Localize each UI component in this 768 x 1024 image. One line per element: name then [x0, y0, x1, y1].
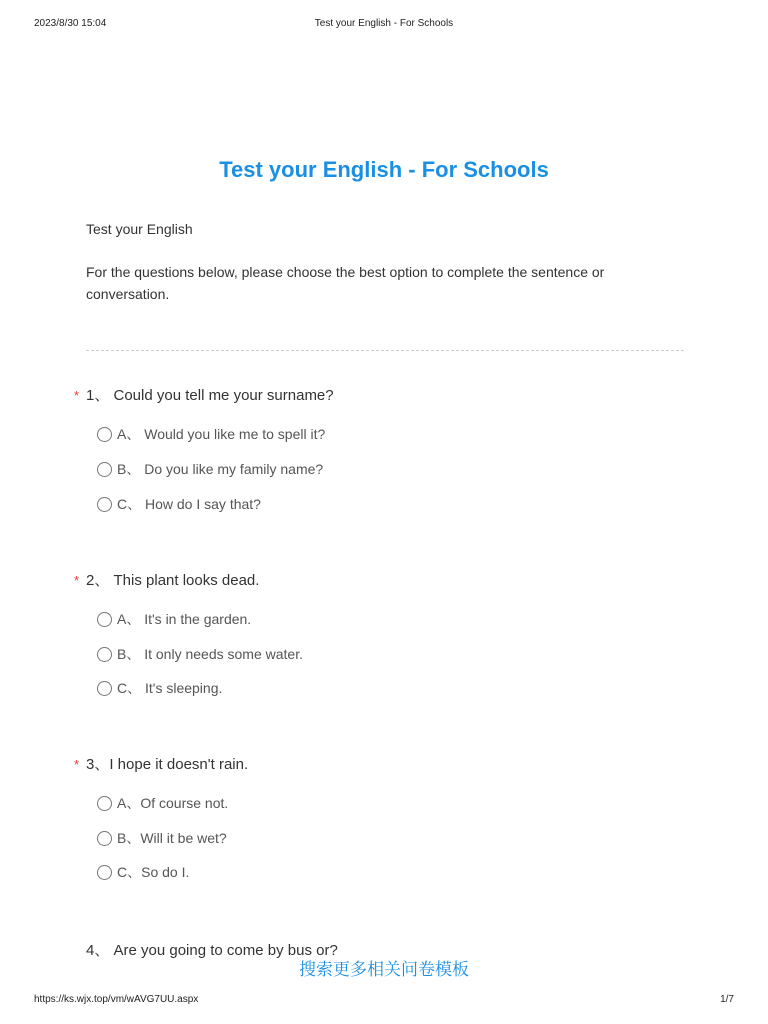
question-text: 4、 Are you going to come by bus or? [86, 942, 338, 959]
option-c[interactable] [97, 678, 222, 698]
question-text: 1、 Could you tell me your surname? [86, 387, 334, 404]
radio-icon[interactable] [97, 427, 112, 442]
radio-icon[interactable] [97, 865, 112, 880]
question-title [74, 386, 694, 406]
print-header [34, 18, 734, 32]
radio-icon[interactable] [97, 796, 112, 811]
radio-icon[interactable] [97, 831, 112, 846]
option-label: B、Will it be wet? [117, 830, 227, 846]
radio-icon[interactable] [97, 612, 112, 627]
option-b[interactable] [97, 644, 303, 664]
radio-icon[interactable] [97, 497, 112, 512]
search-more-templates-link[interactable]: 搜索更多相关问卷模板 [299, 960, 469, 980]
option-label: C、 How do I say that? [117, 496, 261, 512]
intro-heading: Test your English [86, 221, 193, 237]
print-datetime: 2023/8/30 15:04 [34, 18, 107, 29]
option-label: B、 Do you like my family name? [117, 461, 324, 477]
intro-instructions: For the questions below, please choose the best option to complete the sentence or conversation. [86, 264, 605, 302]
page-title: Test your English - For Schools [219, 157, 549, 182]
question-title [74, 755, 694, 775]
option-a[interactable] [97, 609, 251, 629]
option-label: B、 It only needs some water. [117, 646, 303, 662]
question-4-cutoff [74, 936, 694, 959]
question-title [74, 571, 694, 591]
section-divider [86, 350, 684, 351]
option-b[interactable] [97, 828, 227, 848]
option-c[interactable] [97, 862, 189, 882]
option-label: C、So do I. [117, 864, 190, 880]
radio-icon[interactable] [97, 462, 112, 477]
print-page-number: 1/7 [720, 994, 734, 1005]
print-footer [34, 994, 734, 1008]
option-b[interactable] [97, 459, 323, 479]
option-a[interactable] [97, 793, 228, 813]
question-2 [74, 571, 694, 696]
print-url: https://ks.wjx.top/vm/wAVG7UU.aspx [34, 994, 199, 1005]
required-asterisk: * [74, 573, 80, 588]
required-asterisk: * [74, 388, 80, 403]
option-c[interactable] [97, 494, 261, 514]
print-doc-title: Test your English - For Schools [314, 18, 454, 29]
option-label: A、 Would you like me to spell it? [117, 426, 326, 442]
question-text: 3、I hope it doesn't rain. [86, 756, 249, 773]
question-text: 2、 This plant looks dead. [86, 572, 260, 589]
required-asterisk: * [74, 757, 80, 772]
radio-icon[interactable] [97, 681, 112, 696]
question-3 [74, 755, 694, 880]
option-label: A、Of course not. [117, 795, 229, 811]
question-1 [74, 386, 694, 512]
radio-icon[interactable] [97, 647, 112, 662]
option-a[interactable] [97, 424, 325, 444]
option-label: A、 It's in the garden. [117, 611, 252, 627]
option-label: C、 It's sleeping. [117, 680, 223, 696]
